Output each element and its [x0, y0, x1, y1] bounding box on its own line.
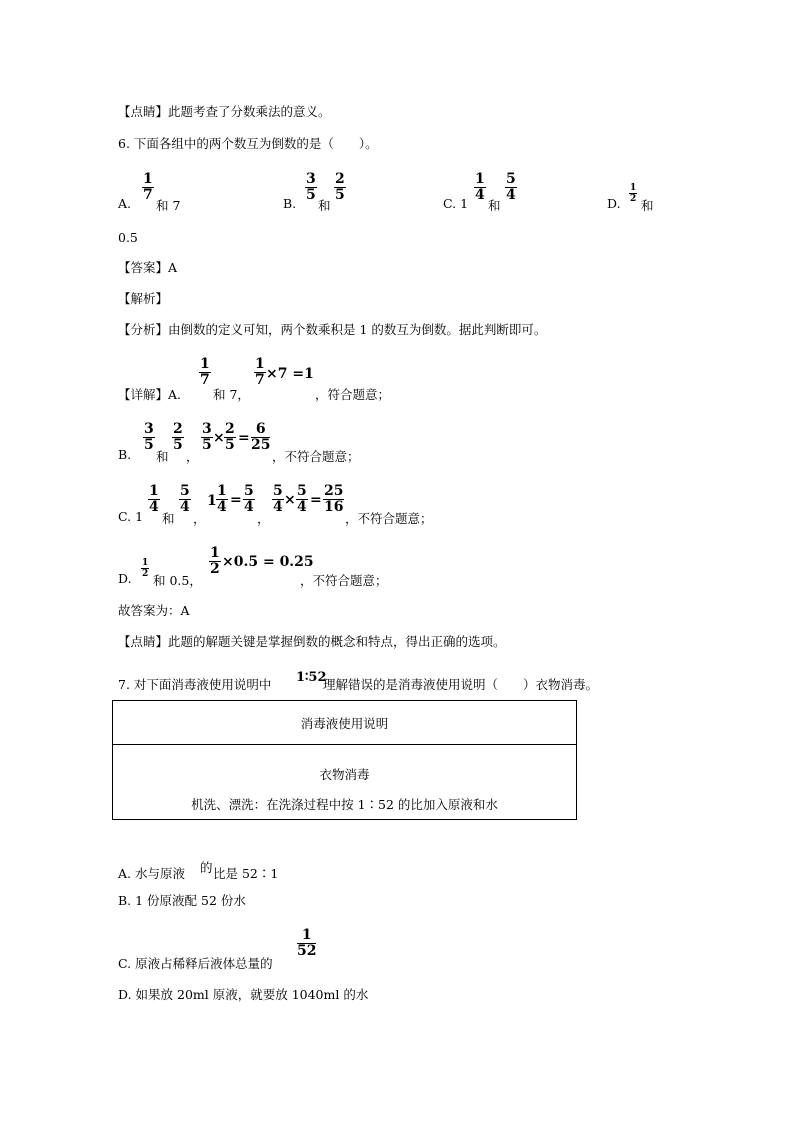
q6-detailC-comma1: ，	[193, 511, 206, 526]
denominator: 16	[324, 499, 344, 515]
denominator: 4	[506, 187, 516, 203]
numerator: 1	[630, 183, 637, 193]
numerator: 1	[143, 171, 153, 187]
numerator: 1	[255, 356, 265, 372]
q6-detailC-comma2: ，	[257, 511, 270, 526]
q6-detailC-eq1: =	[230, 492, 242, 508]
denominator: 4	[475, 187, 485, 203]
q6-detailD-mid: 和 0.5，	[153, 573, 202, 588]
denominator: 2	[630, 194, 637, 204]
q6-optB-mid: 和	[318, 198, 331, 213]
numerator: 1	[301, 927, 312, 943]
q6-detailD-prefix: D.	[118, 571, 132, 586]
numerator: 5	[506, 171, 516, 187]
denominator: 7	[200, 372, 210, 388]
q6-optA-prefix: A.	[118, 196, 132, 211]
q6-detailC-mixed-frac	[216, 484, 228, 515]
numerator: 5	[297, 483, 307, 499]
denominator: 4	[273, 499, 283, 515]
q6-analysis: 【分析】由倒数的定义可知，两个数乘积是 1 的数互为倒数。据此判断即可。	[118, 322, 547, 337]
q6-detailC-expr-f1	[272, 484, 284, 515]
numerator: 6	[255, 421, 266, 437]
numerator: 2	[225, 421, 235, 437]
numerator: 1	[142, 558, 149, 568]
q7-stem-pre: 7. 对下面消毒液使用说明中	[118, 677, 272, 692]
q6-detailC-whole: 1	[207, 493, 217, 509]
q6-detailB-mid: 和	[156, 449, 169, 464]
q6-detailB-expr-f2	[224, 422, 236, 453]
q6-detailA-tail: ，符合题意；	[315, 387, 391, 402]
q6-detailC-result	[323, 484, 344, 515]
q6-optC-prefix: C. 1	[443, 196, 469, 211]
q6-detailA-times: ×7 =1	[266, 366, 314, 382]
prev-comment: 【点睛】此题考查了分数乘法的意义。	[118, 104, 331, 119]
table-body	[113, 745, 576, 820]
q6-optD-fraction	[629, 183, 637, 204]
q6-detailB-times: ×	[213, 430, 225, 446]
q6-optA-suffix: 和 7	[156, 198, 181, 213]
q6-optD-prefix: D.	[607, 196, 621, 211]
q6-comment: 【点睛】此题的解题关键是掌握倒数的概念和特点，得出正确的选项。	[118, 634, 506, 649]
q6-optB-prefix: B.	[283, 196, 297, 211]
denominator: 5	[225, 437, 235, 453]
denominator: 5	[306, 187, 316, 203]
denominator: 5	[173, 437, 183, 453]
q7-optB: B. 1 份原液配 52 份水	[118, 893, 246, 908]
q6-detailC-times: ×	[284, 492, 296, 508]
q6-detailB-tail: ，不符合题意；	[272, 449, 360, 464]
denominator: 25	[251, 437, 271, 453]
q6-stem: 6. 下面各组中的两个数互为倒数的是（ ）。	[118, 136, 378, 151]
numerator: 3	[306, 171, 316, 187]
denominator: 4	[217, 499, 227, 515]
q7-ratio: 1∶52	[296, 670, 327, 685]
q6-detailA-prefix: 【详解】A.	[118, 387, 182, 402]
table-line1: 衣物消毒	[319, 767, 370, 782]
q6-final: 故答案为：A	[118, 603, 190, 618]
q6-detailC-expr-f2	[296, 484, 308, 515]
q6-optC-mid: 和	[488, 198, 501, 213]
denominator: 2	[210, 561, 220, 577]
numerator: 5	[244, 483, 254, 499]
numerator: 1	[200, 356, 210, 372]
numerator: 3	[202, 421, 212, 437]
q6-optB-fraction2	[334, 172, 346, 203]
q6-analysis-head: 【解析】	[118, 291, 169, 306]
numerator: 2	[335, 171, 345, 187]
q6-detailC-tail: ，不符合题意；	[345, 511, 433, 526]
q6-detailD-expr: ×0.5 = 0.25	[222, 554, 314, 570]
q6-detailB-comma: ，	[186, 449, 199, 464]
q6-detailA-fraction	[199, 357, 211, 388]
q6-detailA-mid: 和 7，	[213, 387, 250, 402]
q6-optB-fraction1	[305, 172, 317, 203]
denominator: 7	[255, 372, 265, 388]
q6-optD-cont: 0.5	[118, 230, 138, 245]
q6-detailC-fraction1	[148, 484, 160, 515]
denominator: 7	[143, 187, 153, 203]
table-line2: 机洗、漂洗：在洗涤过程中按 1∶52 的比加入原液和水	[191, 797, 498, 812]
numerator: 2	[173, 421, 183, 437]
q6-detailC-prefix: C. 1	[118, 509, 144, 524]
q6-detailB-expr-f1	[201, 422, 213, 453]
denominator: 4	[149, 499, 159, 515]
q6-detailA-expr-fraction	[254, 357, 266, 388]
q7-optA-post: 比是 52∶1	[213, 866, 279, 881]
q6-detailB-result	[251, 422, 270, 453]
q6-detailC-mid: 和	[162, 511, 175, 526]
q7-optC-fraction	[297, 928, 316, 959]
q6-detailC-conv	[243, 484, 255, 515]
denominator: 5	[335, 187, 345, 203]
denominator: 2	[142, 569, 149, 579]
q7-stem-post: 理解错误的是消毒液使用说明（ ）衣物消毒。	[323, 677, 599, 692]
q6-answer: 【答案】A	[118, 260, 178, 275]
denominator: 4	[180, 499, 190, 515]
numerator: 25	[324, 483, 344, 499]
numerator: 5	[273, 483, 283, 499]
numerator: 1	[149, 483, 159, 499]
q6-detailB-fraction1	[143, 422, 155, 453]
q7-optC: C. 原液占稀释后液体总量的	[118, 956, 273, 971]
q6-detailC-eq2: =	[310, 492, 322, 508]
denominator: 5	[144, 437, 154, 453]
denominator: 4	[297, 499, 307, 515]
denominator: 52	[297, 943, 317, 959]
q7-optA-sup: 的	[200, 860, 213, 875]
q6-detailB-prefix: B.	[118, 447, 132, 462]
numerator: 1	[217, 483, 227, 499]
numerator: 3	[144, 421, 154, 437]
q6-detailD-expr-frac	[209, 546, 221, 577]
q6-optD-suffix: 和	[641, 198, 654, 213]
denominator: 5	[202, 437, 212, 453]
q6-optA-fraction	[142, 172, 154, 203]
numerator: 5	[180, 483, 190, 499]
table-header	[113, 701, 576, 745]
q6-detailB-fraction2	[172, 422, 184, 453]
q6-detailB-eq: =	[238, 430, 250, 446]
q7-optD: D. 如果放 20ml 原液，就要放 1040ml 的水	[118, 987, 369, 1002]
q6-detailD-fraction	[141, 558, 149, 579]
numerator: 1	[475, 171, 485, 187]
q6-detailC-fraction2	[179, 484, 191, 515]
q6-detailD-tail: ，不符合题意；	[300, 573, 388, 588]
q6-optC-fraction2	[505, 172, 517, 203]
q6-optC-fraction1	[474, 172, 486, 203]
table-header-text: 消毒液使用说明	[300, 715, 389, 731]
numerator: 1	[210, 545, 220, 561]
q7-optA-pre: A. 水与原液	[118, 866, 185, 881]
denominator: 4	[244, 499, 254, 515]
instruction-table	[112, 700, 577, 820]
